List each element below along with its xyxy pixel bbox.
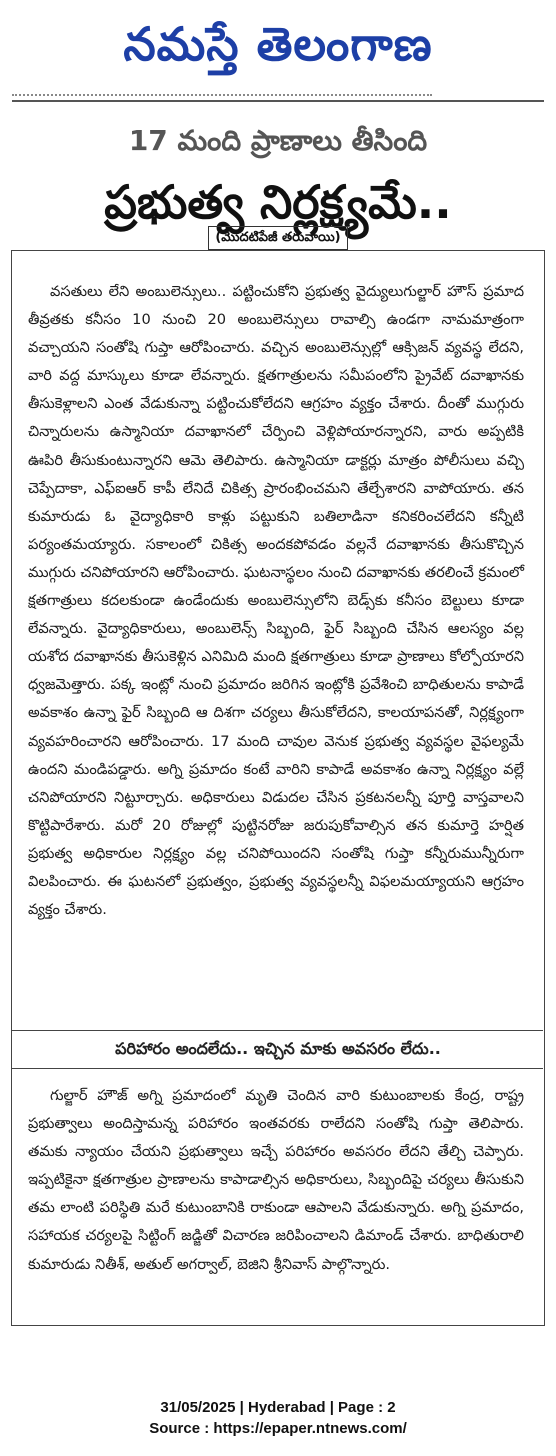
article-body: వసతులు లేని అంబులెన్సులు.. పట్టించుకోని ప్రభుత్వ వైద్యులుగుల్జార్ హౌస్ ప్రమాద తీవ్రతకు కనీసం 10 నుంచి 20 అంబులెన్సులు రావాల్సి ఉండగా నామమాత్రంగా వచ్చాయని సంతోషి గుప్తా ఆరోపించారు. వచ్చిన అంబులెన్సుల్లో ఆక్సిజన్ వ్యవస్థ లేదని, వారి వద్ద మాస్కులు కూడా లేవన్నారు. క్షతగాత్రులను సమీపంలోని ప్రైవేట్ దవాఖానకు తీసుకెళ్లాలని ఎంత వేడుకున్నా పట్టించుకోలేదని ఆగ్రహం వ్యక్తం చేశారు. దీంతో ముగ్గురు చిన్నారులను ఉస్మానియా దవాఖానలో చేర్పించి వెళ్లిపోయారన్నారని, వారు అప్పటికి ఊపిరి తీసుకుంటున్నారని ఆమె తెలిపారు. ఉస్మానియా డాక్టర్లు మాత్రం పోలీసులు వచ్చి చెప్పేదాకా, ఎఫ్ఐఆర్ కాపీ లేనిదే చికిత్స ప్రారంభించమని తేల్చేశారని వాపోయారు. తన కుమారుడు ఓ వైద్యాధికారి కాళ్లు పట్టుకుని బతిలాడినా కనికరించలేదని కన్నీటి పర్యంతమయ్యారు. సకాలంలో చికిత్స అందకపోవడం వల్లనే దవాఖానకు తీసుకొచ్చిన ముగ్గురు చనిపోయారని ఆరోపించారు. ఘటనాస్థలం నుంచి దవాఖానకు తరలించే క్రమంలో క్షతగాత్రులు కదలకుండా ఉండేందుకు అంబులెన్సులోని బెడ్స్‌కు కనీసం బెల్టులు కూడా లేవన్నారు. వైద్యాధికారులు, అంబులెన్స్ సిబ్బంది, ఫైర్ సిబ్బంది చేసిన ఆలస్యం వల్ల యశోద దవాఖానకు తీసుకెళ్లిన ఎనిమిది మంది క్షతగాత్రులు కూడా ప్రాణాలు కోల్పోయారని ధ్వజమెత్తారు. పక్క ఇంట్లో నుంచి ప్రమాదం జరిగిన ఇంట్లోకి ప్రవేశించి బాధితులను కాపాడే అవకాశం ఉన్నా ఫైర్ సిబ్బంది ఆ దిశగా చర్యలు తీసుకోలేదని, కాలయాపనతో, నిర్లక్ష్యంగా వ్యవహరించారని ఆరోపించారు. 17 మంది చావుల వెనుక ప్రభుత్వ వ్యవస్థల వైఫల్యమే ఉందని మండిపడ్డారు. అగ్ని ప్రమాదం కంటే వారిని కాపాడే అవకాశం ఉన్నా నిర్లక్ష్యం వల్లే చనిపోయారని నిట్టూర్చారు. అధికారులు విడుదల చేసిన ప్రకటనలన్నీ పూర్తి వాస్తవాలని కొట్టిపారేశారు. మరో 20 రోజుల్లో పుట్టినరోజు జరుపుకోవాల్సిన తన కుమార్తె హర్షిత ప్రభుత్వ అధికారుల నిర్లక్ష్యం వల్ల చనిపోయిందని సంతోషి గుప్తా కన్నీరుమున్నీరుగా విలపించారు. ఈ ఘటనలో ప్రభుత్వం, ప్రభుత్వ వ్యవస్థలన్నీ విఫలమయ్యాయని ఆగ్రహం వ్యక్తం చేశారు. [28, 283, 524, 919]
footer-dateline: 31/05/2025 | Hyderabad | Page : 2 [160, 1399, 396, 1416]
newspaper-masthead: నమస్తే తెలంగాణ [123, 17, 433, 71]
continued-label: (మొదటిపేజీ తరువాయి) [208, 226, 347, 250]
section-divider-bottom [11, 1068, 543, 1069]
article-headline: ప్రభుత్వ నిర్లక్ష్యమే.. [104, 175, 452, 229]
section-divider-top [11, 1030, 543, 1031]
article-kicker: 17 మంది ప్రాణాలు తీసింది [128, 124, 428, 157]
footer-source: Source : https://epaper.ntnews.com/ [149, 1420, 407, 1437]
continued-marker [0, 226, 556, 248]
masthead-rule [12, 100, 544, 102]
article-subhead: పరిహారం అందలేదు.. ఇచ్చిన మాకు అవసరం లేదు.. [115, 1039, 441, 1058]
article-body-second: గుల్జార్ హౌజ్ అగ్ని ప్రమాదంలో మృతి చెందిన వారి కుటుంబాలకు కేంద్ర, రాష్ట్ర ప్రభుత్వాలు అందిస్తామన్న పరిహారం ఇంతవరకు రాలేదని సంతోషి గుప్తా తెలిపారు. తమకు న్యాయం చేయని ప్రభుత్వాలు ఇచ్చే పరిహారం అవసరం లేదని తేల్చి చెప్పారు. ఇప్పటికైనా క్షతగాత్రుల ప్రాణాలను కాపాడాల్సిన అధికారులు, సిబ్బందిపై చర్యలు తీసుకుని తమ లాంటి పరిస్థితి మరే కుటుంబానికి రాకుండా ఆపాలని వేడుకున్నారు. అగ్ని ప్రమాదం, సహాయక చర్యలపై సిట్టింగ్ జడ్జితో విచారణ జరిపించాలని డిమాండ్ చేశారు. బాధితురాలి కుమారుడు నితీశ్, అతుల్ అగర్వాల్, బెజిని శ్రీనివాస్ పాల్గొన్నారు. [28, 1087, 524, 1273]
